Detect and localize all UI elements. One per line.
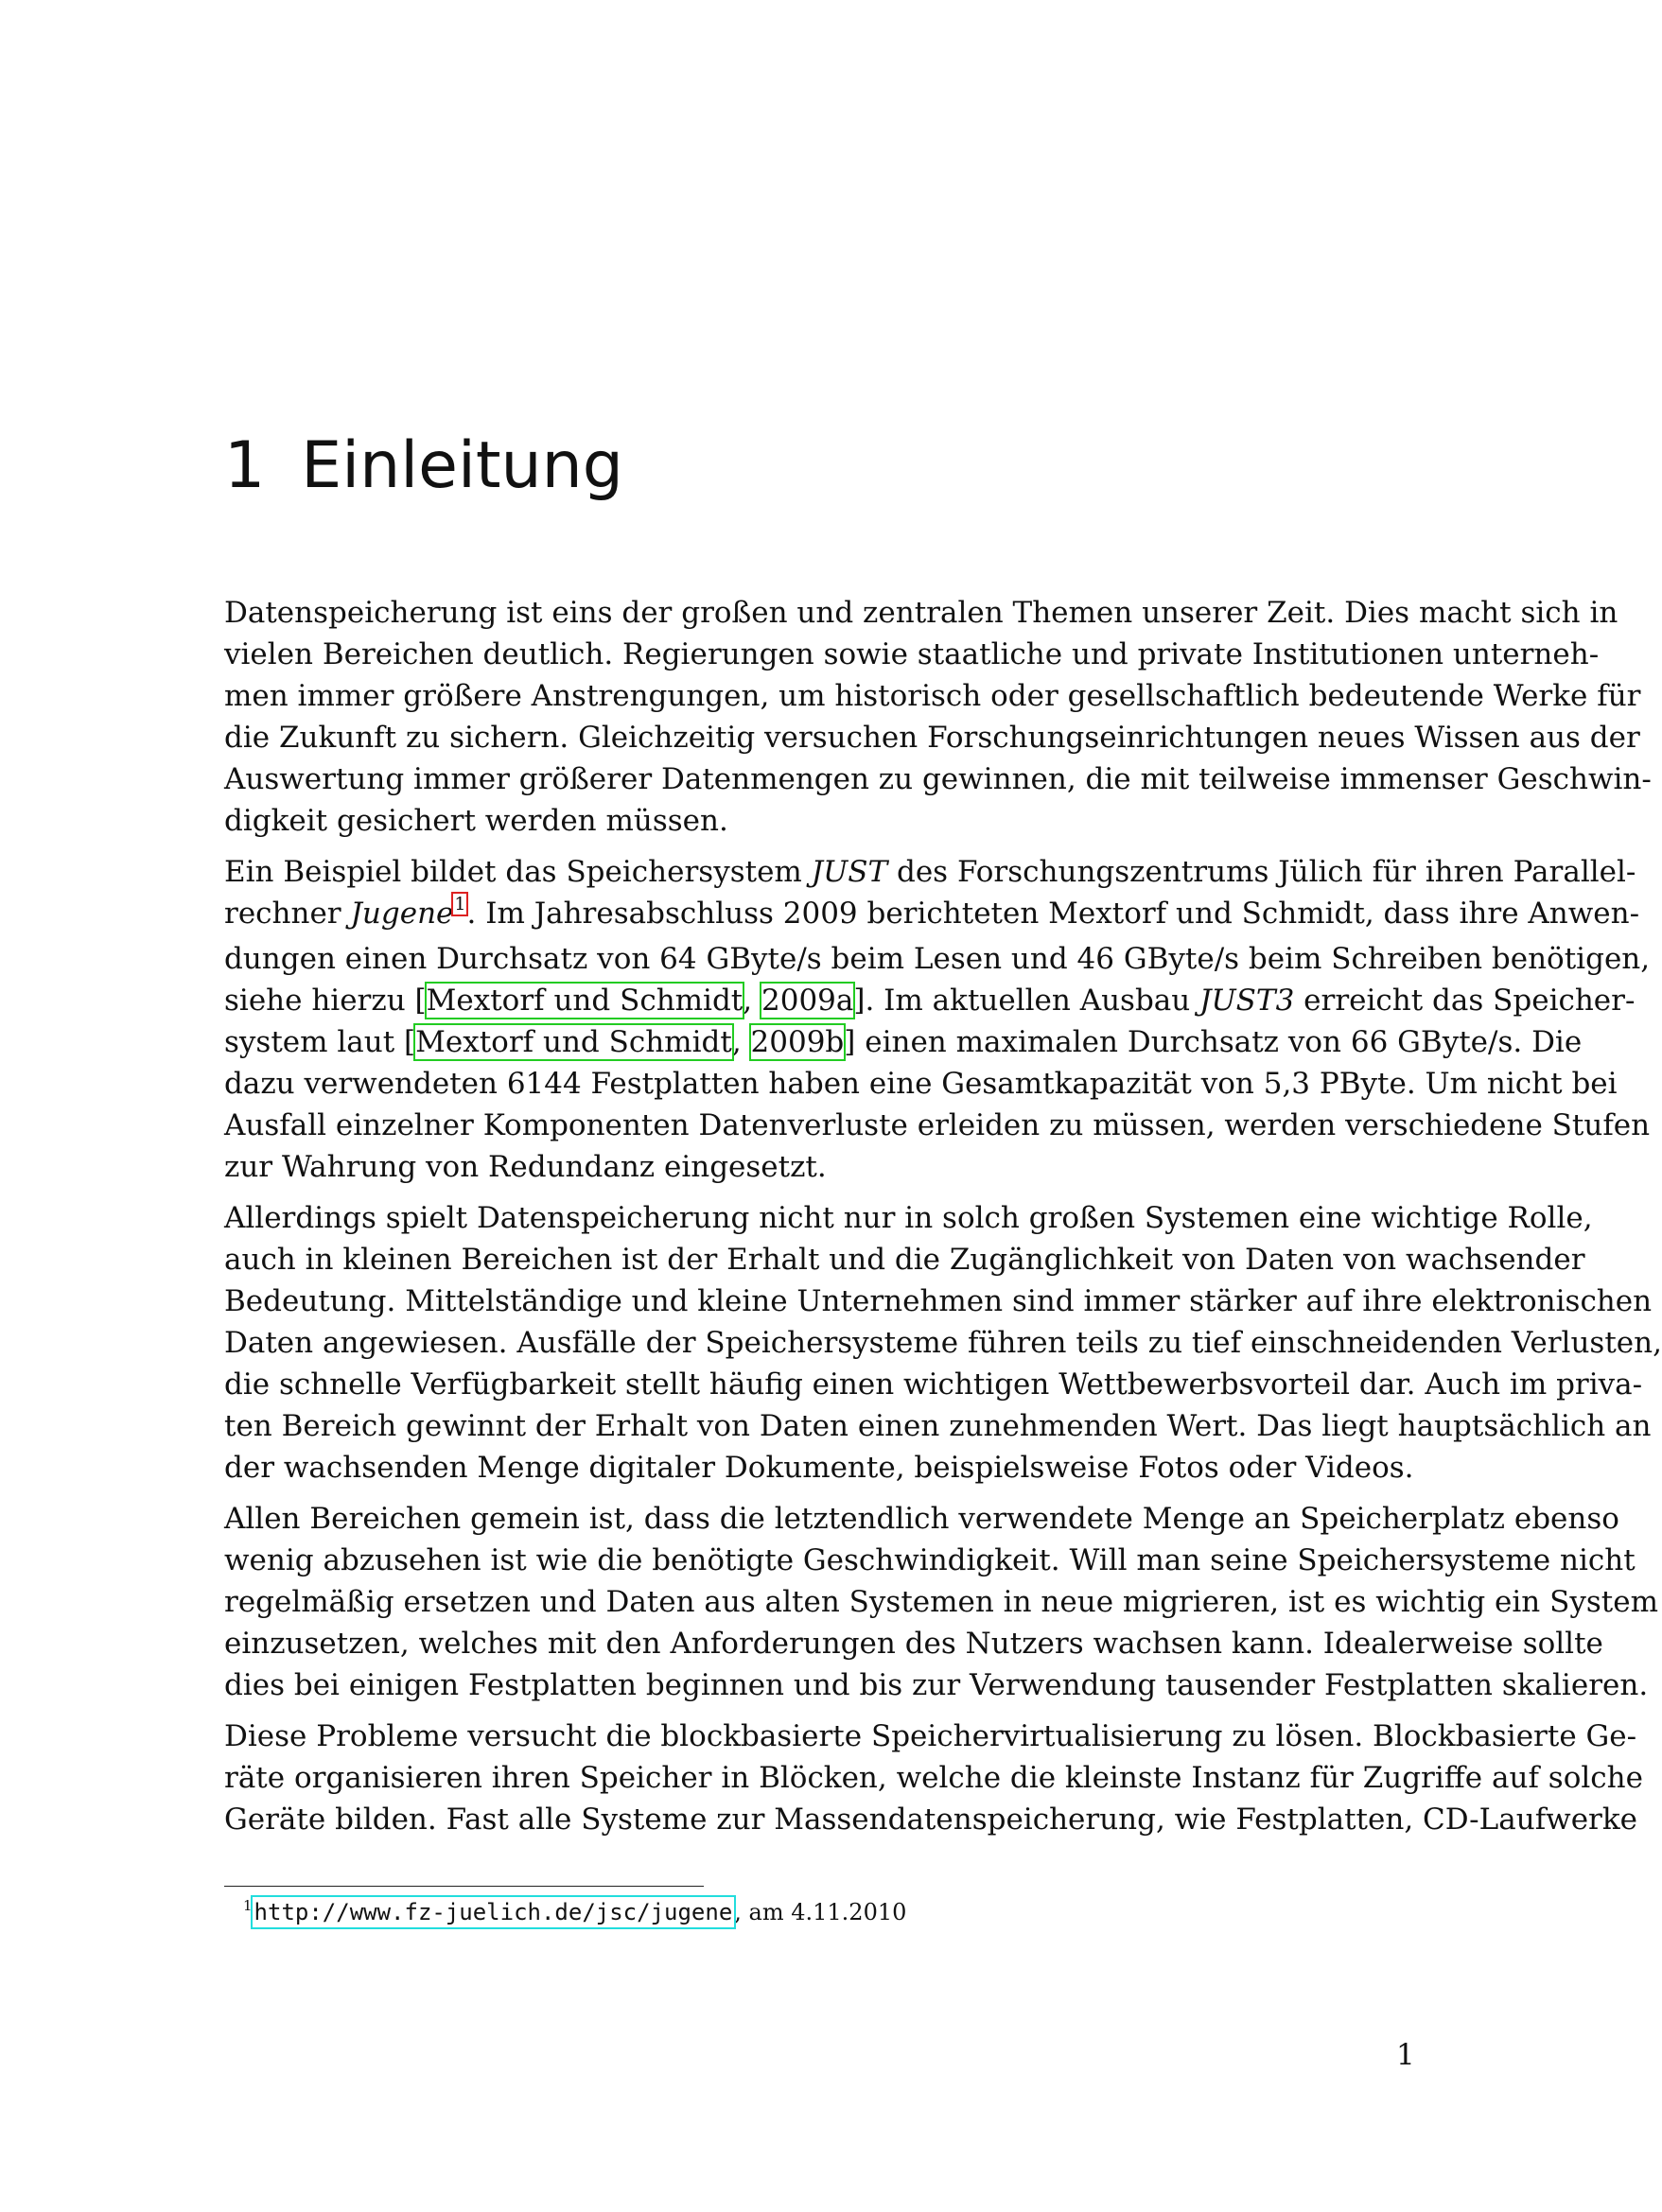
chapter-number: 1 [224, 428, 266, 503]
text-line: rechner Jugene$^1$. Im Jahresabschluss 2009 berichteten Mextorf und Schmidt, dass ihre Anwen- [224, 894, 1640, 931]
text-line: Bedeutung. Mittelständige und kleine Unternehmen sind immer stärker auf ihre elektronischen [224, 1284, 1653, 1318]
paragraph [224, 1498, 1658, 1706]
text-line: Ein Beispiel bildet das Speichersystem JUST des Forschungszentrums Jülich für ihren Parallel- [224, 855, 1636, 889]
citation-link[interactable]: Mextorf und Schmidt [426, 984, 744, 1018]
citation-link[interactable]: 2009a [761, 984, 854, 1018]
text-line: siehe hierzu [Mextorf und Schmidt, 2009a]. Im aktuellen Ausbau JUST3 erreicht das Speicher- [224, 984, 1636, 1018]
text-line: Diese Probleme versucht die blockbasierte Speichervirtualisierung zu lösen. Blockbasierte Ge- [224, 1719, 1637, 1753]
chapter-title: Einleitung [301, 428, 623, 503]
text-line: räte organisieren ihren Speicher in Blöcken, welche die kleinste Instanz für Zugriffe auf solche [224, 1761, 1643, 1795]
text-line: regelmäßig ersetzen und Daten aus alten Systemen in neue migrieren, ist es wichtig ein System [224, 1585, 1658, 1619]
emphasis-text: JUST [811, 855, 888, 889]
text-line: der wachsenden Menge digitaler Dokumente, beispielsweise Fotos oder Videos. [224, 1451, 1414, 1485]
emphasis-text: Jugene [350, 897, 454, 931]
body-text [224, 592, 1662, 1850]
paragraph [224, 1197, 1662, 1489]
text-line: system laut [Mextorf und Schmidt, 2009b] einen maximalen Durchsatz von 66 GByte/s. Die [224, 1025, 1583, 1059]
text-line: Auswertung immer größerer Datenmengen zu gewinnen, die mit teilweise immenser Geschwin- [224, 762, 1652, 796]
text-line: auch in kleinen Bereichen ist der Erhalt und die Zugänglichkeit von Daten von wachsender [224, 1243, 1585, 1277]
citation-link[interactable]: Mextorf und Schmidt [415, 1025, 732, 1059]
paragraph [224, 1716, 1643, 1840]
text-line: die schnelle Verfügbarkeit stellt häufig einen wichtigen Wettbewerbsvorteil dar. Auch im priva- [224, 1367, 1643, 1402]
text-line: ten Bereich gewinnt der Erhalt von Daten einen zunehmenden Wert. Das liegt hauptsächlich an [224, 1409, 1652, 1443]
paragraph [224, 592, 1652, 842]
text-line: dies bei einigen Festplatten beginnen und bis zur Verwendung tausender Festplatten skalieren. [224, 1668, 1649, 1702]
text-line: zur Wahrung von Redundanz eingesetzt. [224, 1150, 827, 1184]
page-number: 1 [1396, 2038, 1415, 2072]
footnote-url-link[interactable]: http://www.fz-juelich.de/jsc/jugene [254, 1899, 733, 1925]
emphasis-text: JUST3 [1199, 984, 1295, 1018]
text-line: Ausfall einzelner Komponenten Datenverluste erleiden zu müssen, werden verschiedene Stufen [224, 1108, 1651, 1142]
text-line: Allen Bereichen gemein ist, dass die letztendlich verwendete Menge an Speicherplatz ebenso [224, 1502, 1619, 1536]
text-line: einzusetzen, welches mit den Anforderungen des Nutzers wachsen kann. Idealerweise sollte [224, 1627, 1603, 1661]
text-line: Datenspeicherung ist eins der großen und zentralen Themen unserer Zeit. Dies macht sich in [224, 596, 1618, 630]
text-line: Daten angewiesen. Ausfälle der Speichersysteme führen teils zu tief einschneidenden Verlusten, [224, 1326, 1662, 1360]
paragraph [224, 851, 1651, 1188]
text-line: vielen Bereichen deutlich. Regierungen sowie staatliche und private Institutionen unterneh- [224, 637, 1600, 671]
text-line: men immer größere Anstrengungen, um historisch oder gesellschaftlich bedeutende Werke für [224, 679, 1641, 713]
citation-link[interactable]: 2009b [750, 1025, 845, 1059]
footnote-mark: 1 [243, 1897, 253, 1914]
text-line: digkeit gesichert werden müssen. [224, 804, 728, 838]
text-line: die Zukunft zu sichern. Gleichzeitig versuchen Forschungseinrichtungen neues Wissen aus der [224, 721, 1640, 755]
footnote [243, 1895, 906, 1932]
text-line: Allerdings spielt Datenspeicherung nicht nur in solch großen Systemen eine wichtige Rolle, [224, 1201, 1593, 1235]
text-line: wenig abzusehen ist wie die benötigte Geschwindigkeit. Will man seine Speichersysteme nicht [224, 1543, 1636, 1577]
footnote-rule [224, 1886, 704, 1887]
text-line: Geräte bilden. Fast alle Systeme zur Massendatenspeicherung, wie Festplatten, CD-Laufwerke [224, 1803, 1637, 1837]
chapter-heading [224, 427, 623, 505]
text-line: dazu verwendeten 6144 Festplatten haben eine Gesamtkapazität von 5,3 PByte. Um nicht bei [224, 1067, 1618, 1101]
text-line: dungen einen Durchsatz von 64 GByte/s beim Lesen und 46 GByte/s beim Schreiben benötigen, [224, 942, 1651, 976]
footnote-suffix: , am 4.11.2010 [734, 1899, 907, 1925]
footnote-ref-link[interactable]: 1 [454, 894, 466, 914]
